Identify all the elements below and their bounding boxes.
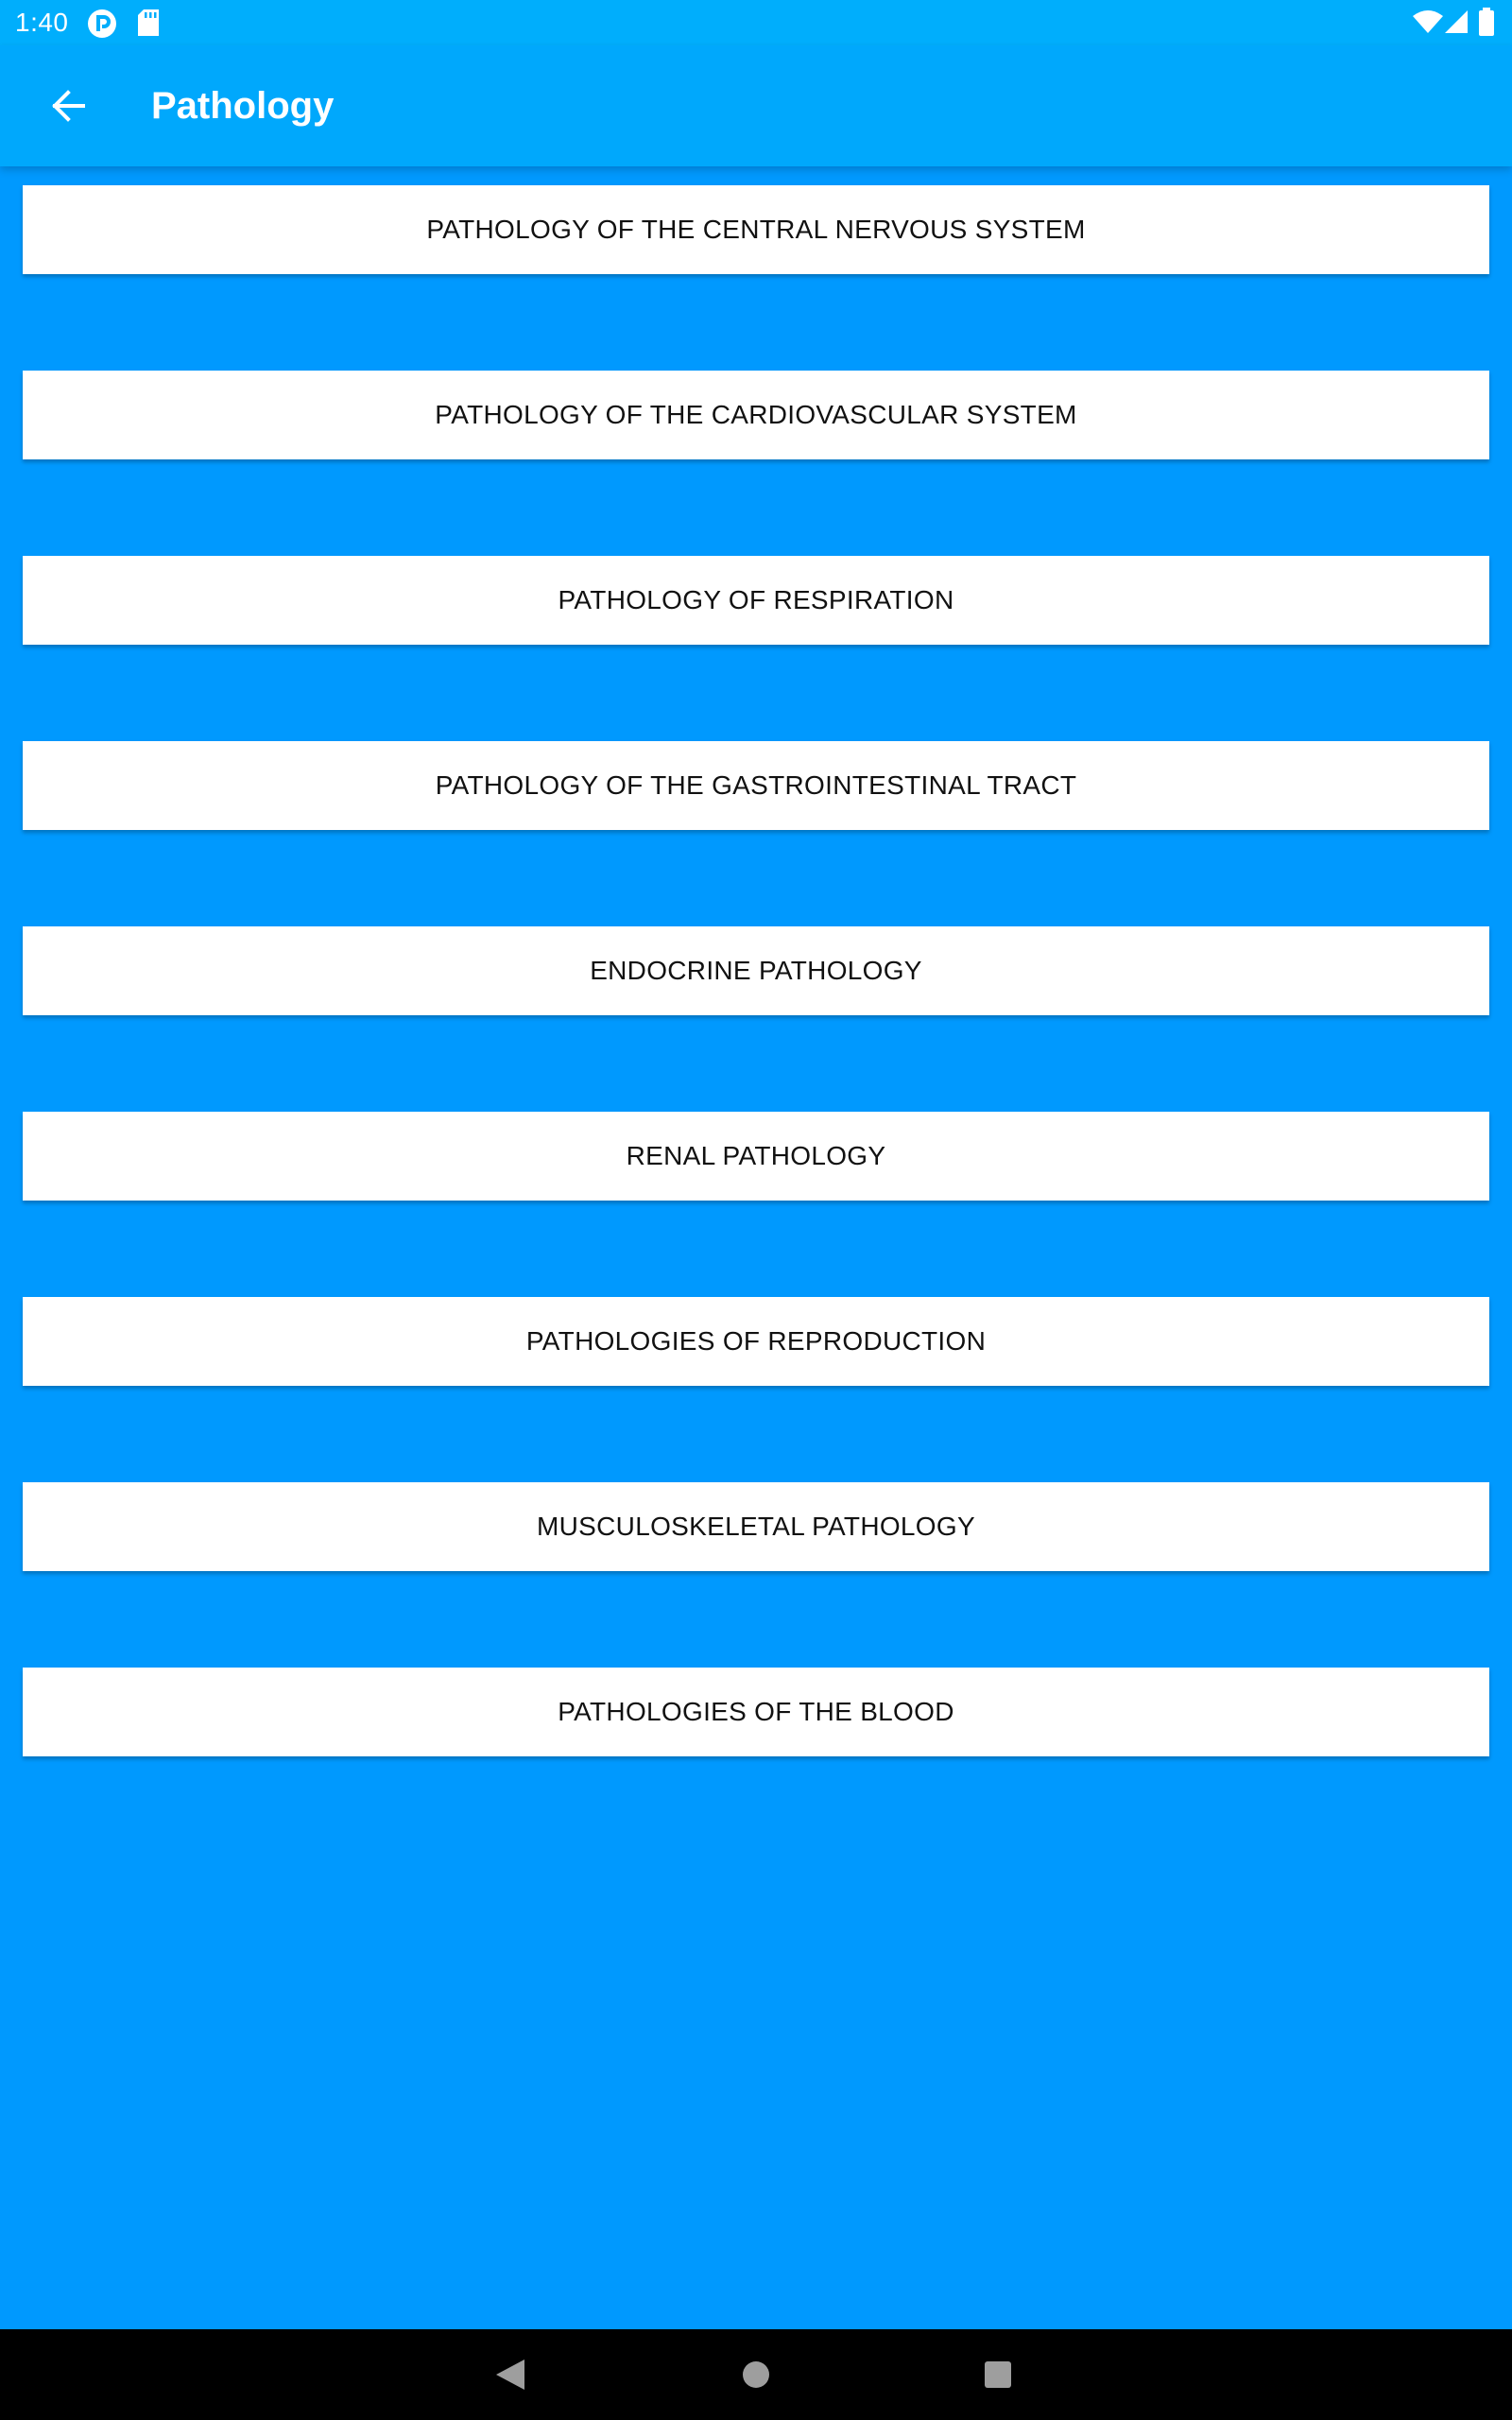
topic-button-blood[interactable]: PATHOLOGIES OF THE BLOOD [23,1668,1489,1756]
topic-list [23,185,1489,1853]
nav-home-button[interactable] [730,2348,782,2401]
topic-button-respiration[interactable]: PATHOLOGY OF RESPIRATION [23,556,1489,645]
status-time: 1:40 [15,8,69,37]
topic-button-endocrine[interactable]: ENDOCRINE PATHOLOGY [23,926,1489,1015]
nav-home-icon [742,2360,770,2389]
status-bar [0,0,1512,45]
topic-button-musculoskeletal[interactable]: MUSCULOSKELETAL PATHOLOGY [23,1482,1489,1571]
topic-button-cardiovascular[interactable]: PATHOLOGY OF THE CARDIOVASCULAR SYSTEM [23,371,1489,459]
pocket-casts-icon [87,9,117,39]
nav-recents-icon [984,2360,1012,2389]
wifi-icon [1412,9,1444,34]
battery-icon [1478,8,1495,36]
nav-recents-button[interactable] [971,2348,1024,2401]
cell-signal-icon [1444,9,1469,34]
navigation-bar [0,2329,1512,2420]
back-button[interactable] [38,76,98,136]
nav-back-button[interactable] [484,2348,537,2401]
topic-button-reproduction[interactable]: PATHOLOGIES OF REPRODUCTION [23,1297,1489,1386]
nav-back-icon [494,2358,526,2392]
topic-button-cns[interactable]: PATHOLOGY OF THE CENTRAL NERVOUS SYSTEM [23,185,1489,274]
arrow-left-icon [51,89,85,123]
topic-button-gastrointestinal[interactable]: PATHOLOGY OF THE GASTROINTESTINAL TRACT [23,741,1489,830]
topic-button-renal[interactable]: RENAL PATHOLOGY [23,1112,1489,1201]
sd-card-icon [136,9,161,37]
page-title: Pathology [151,85,335,127]
app-bar [0,45,1512,166]
